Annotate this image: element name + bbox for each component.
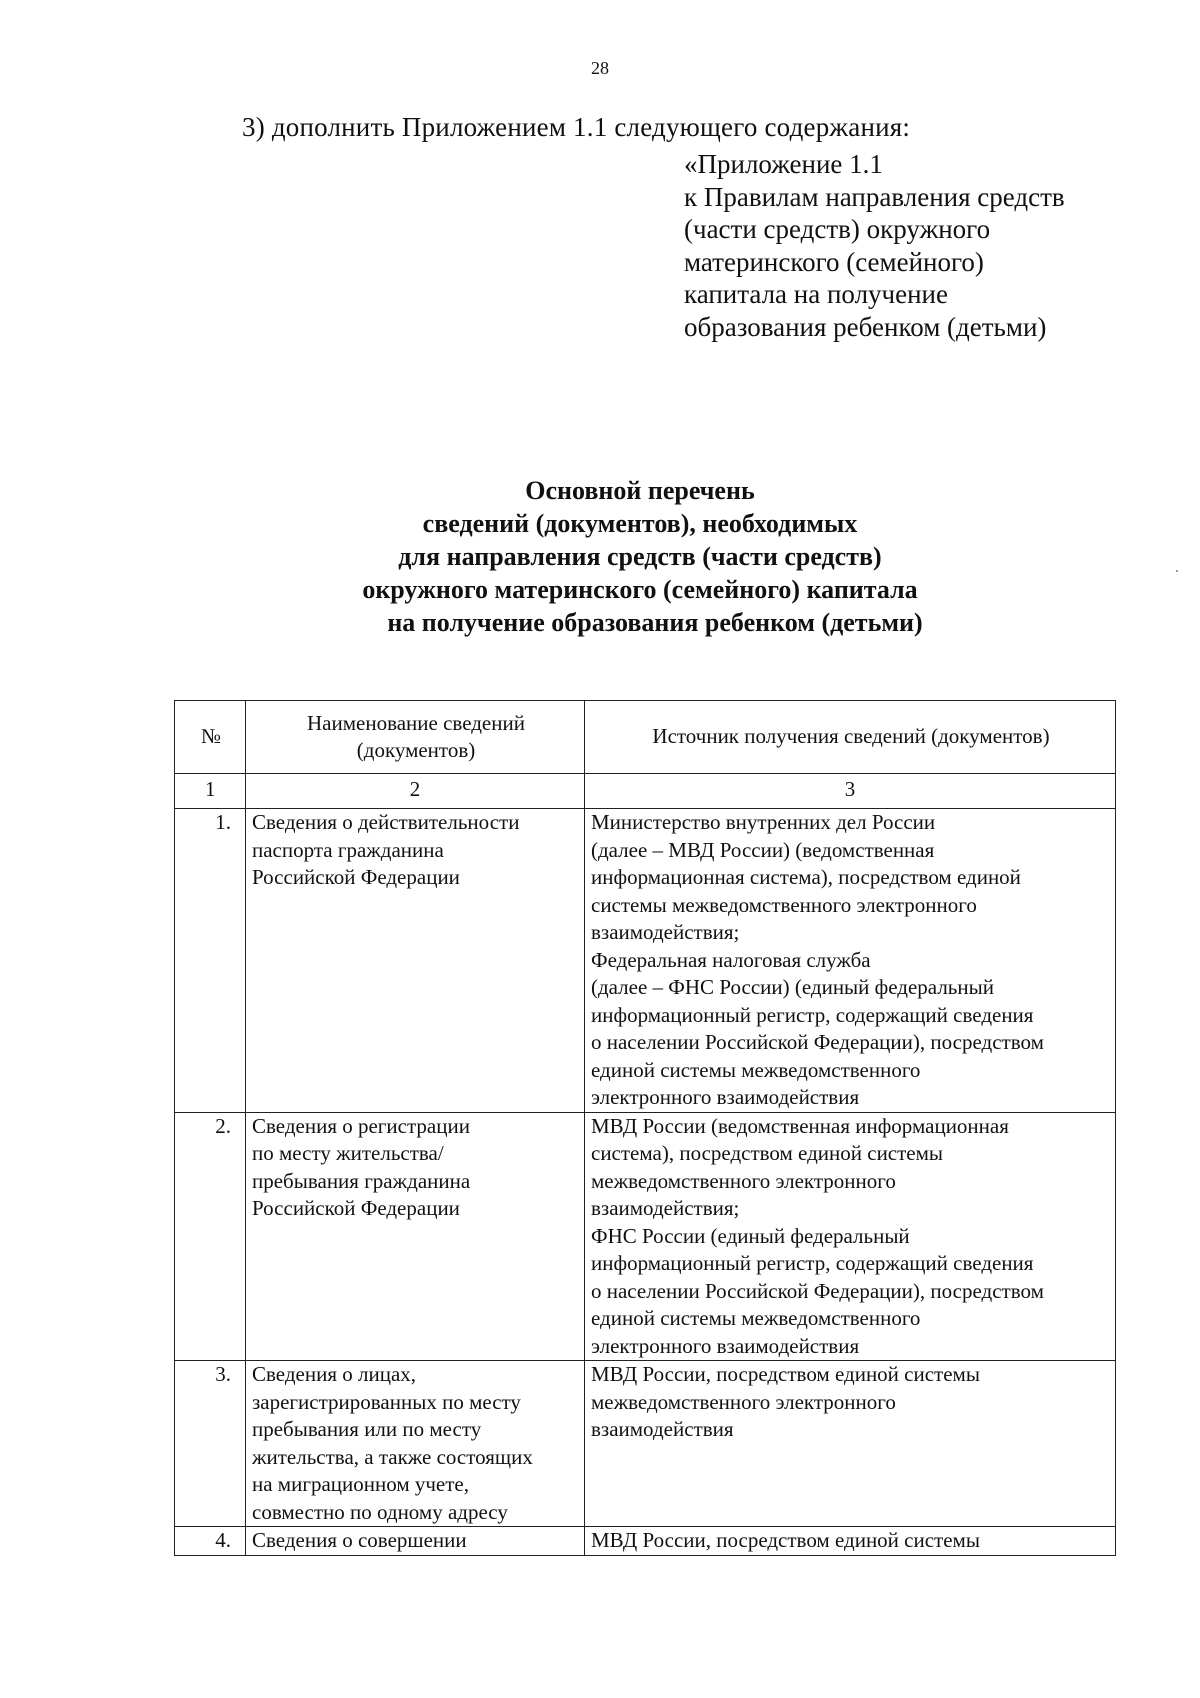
appendix-line: материнского (семейного) (684, 246, 984, 277)
source-line: МВД России (ведомственная информационная (591, 1113, 1009, 1138)
name-line: Российской Федерации (252, 865, 460, 889)
row-number: 3. (175, 1361, 246, 1527)
row-number: 1. (175, 809, 246, 1113)
source-line: информационный регистр, содержащий сведения (591, 1251, 1034, 1275)
name-line: зарегистрированных по месту (252, 1389, 521, 1414)
name-line: Сведения о совершении (252, 1528, 467, 1552)
source-line: о населении Российской Федерации), посредством (591, 1278, 1044, 1303)
appendix-line: «Приложение 1.1 (684, 149, 883, 179)
name-line: Сведения о регистрации (252, 1113, 470, 1138)
title-line: для направления средств (части средств) (398, 542, 882, 571)
page-number: 28 (591, 58, 609, 78)
row-name (246, 1361, 585, 1527)
row-name (246, 1527, 585, 1556)
appendix-reference (684, 148, 1065, 343)
column-number: 3 (585, 774, 1116, 809)
name-line: паспорта гражданина (252, 837, 444, 862)
row-source (585, 809, 1116, 1113)
appendix-line: образования ребенком (детьми) (684, 311, 1047, 342)
documents-table (174, 700, 1116, 1556)
name-line: Сведения о лицах, (252, 1362, 417, 1386)
source-line: взаимодействия; (591, 920, 740, 944)
row-source (585, 1361, 1116, 1527)
source-line: электронного взаимодействия (591, 1333, 860, 1358)
source-line: Федеральная налоговая служба (591, 947, 871, 972)
source-line: единой системы межведомственного (591, 1057, 921, 1082)
source-line: информационный регистр, содержащий сведения (591, 1002, 1034, 1027)
document-title (330, 474, 950, 639)
header-name (246, 701, 585, 774)
source-line: ФНС России (единый федеральный (591, 1223, 910, 1248)
source-line: МВД России, посредством единой системы (591, 1528, 980, 1552)
source-line: межведомственного электронного (591, 1168, 896, 1193)
name-line: на миграционном учете, (252, 1472, 469, 1496)
row-number: 2. (175, 1112, 246, 1361)
table-header-row (175, 701, 1116, 774)
appendix-line: (части средств) окружного (684, 214, 991, 244)
name-line: Сведения о действительности (252, 810, 520, 834)
name-line: Российской Федерации (252, 1196, 460, 1220)
source-line: единой системы межведомственного (591, 1306, 921, 1330)
table-row (175, 809, 1116, 1113)
row-source (585, 1527, 1116, 1556)
source-line: взаимодействия; (591, 1196, 740, 1220)
name-line: совместно по одному адресу (252, 1499, 508, 1524)
row-source (585, 1112, 1116, 1361)
row-name (246, 1112, 585, 1361)
table-row (175, 1112, 1116, 1361)
name-line: по месту жительства/ (252, 1141, 444, 1165)
column-numbering-row (175, 774, 1116, 809)
source-line: Министерство внутренних дел России (591, 810, 936, 834)
title-line: сведений (документов), необходимых (422, 509, 858, 538)
table-row (175, 1361, 1116, 1527)
source-line: (далее – МВД России) (ведомственная (591, 837, 935, 862)
table-row (175, 1527, 1116, 1556)
source-line: системы межведомственного электронного (591, 892, 977, 917)
title-line: на получение образования ребенком (детьми) (387, 608, 923, 637)
column-number: 1 (175, 774, 246, 809)
source-line: взаимодействия (591, 1417, 734, 1441)
column-number: 2 (246, 774, 585, 809)
name-line: жительства, а также состоящих (252, 1444, 533, 1469)
header-name-line: Наименование сведений (307, 710, 525, 735)
row-name (246, 809, 585, 1113)
source-line: информационная система), посредством единой (591, 865, 1021, 889)
scan-speck (1176, 570, 1178, 572)
title-line: Основной перечень (525, 476, 755, 505)
row-number: 4. (175, 1527, 246, 1556)
name-line: пребывания или по месту (252, 1417, 482, 1441)
appendix-line: капитала на получение (684, 279, 948, 309)
source-line: система), посредством единой системы (591, 1141, 944, 1165)
name-line: пребывания гражданина (252, 1168, 471, 1193)
source-line: электронного взаимодействия (591, 1085, 860, 1109)
header-source: Источник получения сведений (документов) (585, 701, 1116, 774)
header-name-line: (документов) (356, 738, 476, 762)
source-line: о населении Российской Федерации), посредством (591, 1030, 1044, 1054)
source-line: межведомственного электронного (591, 1389, 896, 1414)
intro-line: 3) дополнить Приложением 1.1 следующего содержания: (242, 112, 911, 142)
appendix-line: к Правилам направления средств (684, 181, 1065, 212)
source-line: МВД России, посредством единой системы (591, 1362, 980, 1386)
source-line: (далее – ФНС России) (единый федеральный (591, 975, 994, 999)
header-num: № (175, 701, 246, 774)
title-line: окружного материнского (семейного) капитала (362, 575, 918, 604)
